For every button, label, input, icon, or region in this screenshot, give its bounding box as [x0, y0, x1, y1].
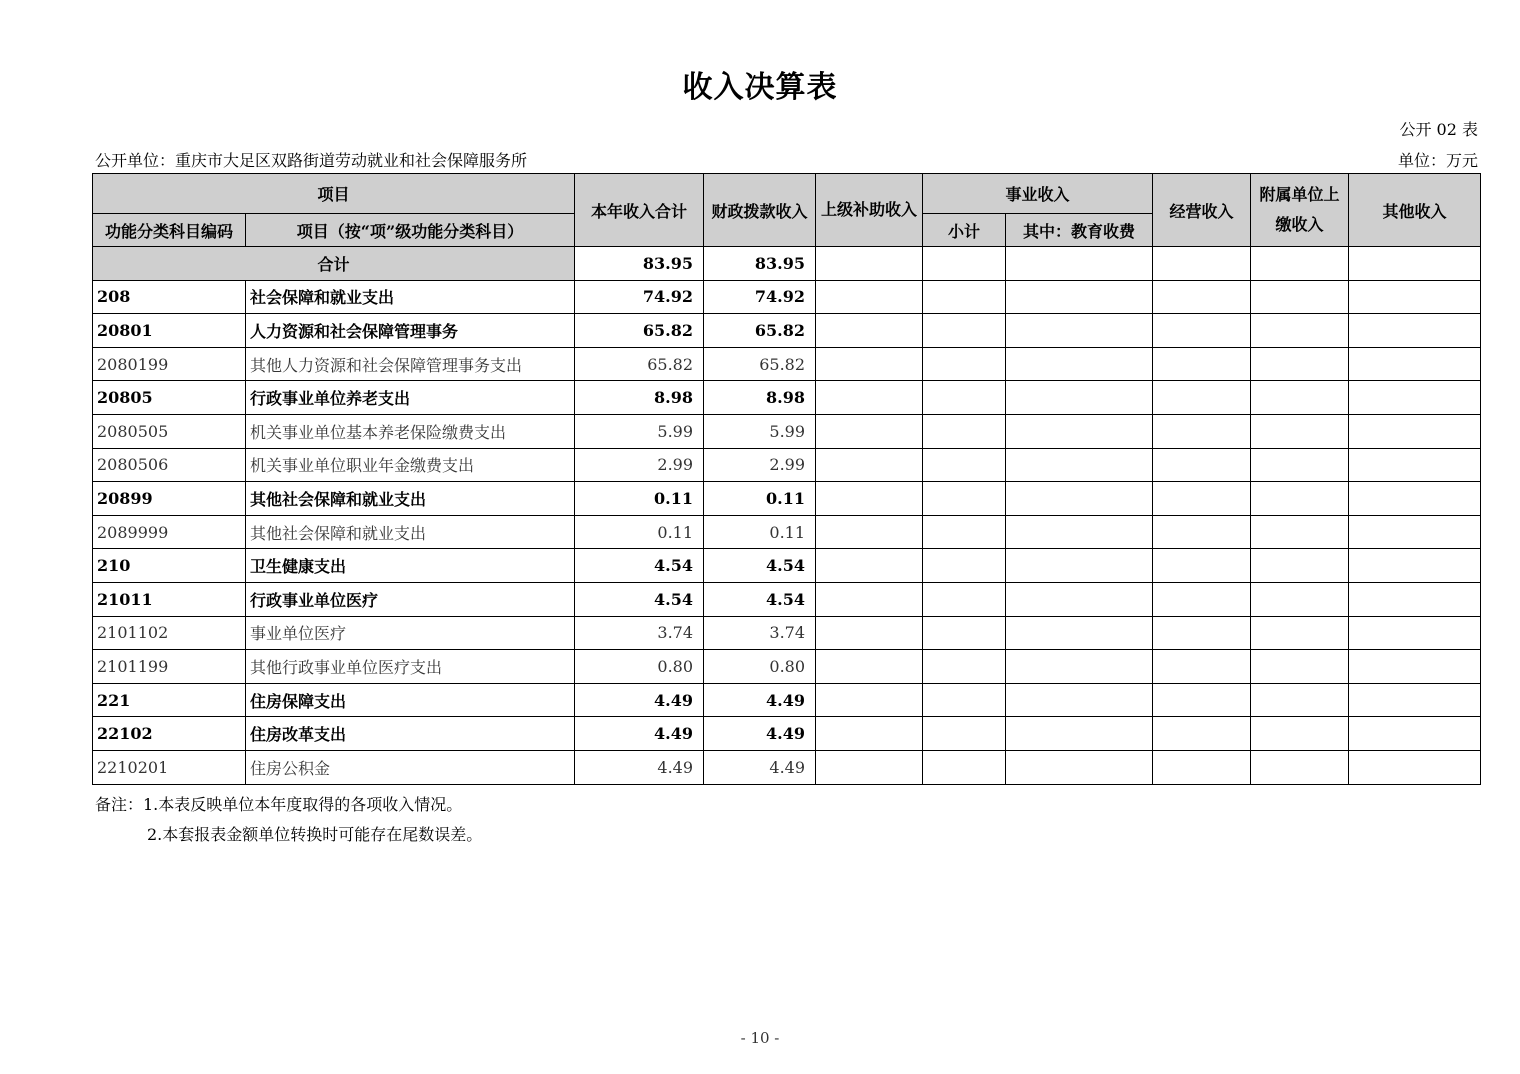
row-total-income: 5.99 — [575, 414, 704, 448]
empty-cell — [1006, 381, 1153, 415]
empty-cell — [816, 650, 923, 684]
table-row — [93, 549, 1481, 583]
empty-cell — [923, 717, 1006, 751]
row-code: 20899 — [93, 482, 246, 516]
header-other: 其他收入 — [1349, 174, 1481, 247]
row-code: 22102 — [93, 717, 246, 751]
row-name: 社会保障和就业支出 — [246, 280, 575, 314]
table-row — [93, 717, 1481, 751]
empty-cell — [1251, 750, 1349, 784]
empty-cell — [1006, 717, 1153, 751]
empty-cell — [1153, 314, 1251, 348]
header-name: 项目（按“项”级功能分类科目） — [246, 214, 575, 247]
row-code: 20801 — [93, 314, 246, 348]
header-code: 功能分类科目编码 — [93, 214, 246, 247]
row-code: 2101102 — [93, 616, 246, 650]
header-operating: 经营收入 — [1153, 174, 1251, 247]
row-code: 2210201 — [93, 750, 246, 784]
row-code: 208 — [93, 280, 246, 314]
empty-cell — [1006, 616, 1153, 650]
row-fiscal: 74.92 — [704, 280, 816, 314]
row-fiscal: 0.11 — [704, 482, 816, 516]
empty-cell — [923, 448, 1006, 482]
empty-cell — [923, 280, 1006, 314]
table-row — [93, 381, 1481, 415]
empty-cell — [1349, 549, 1481, 583]
empty-cell — [1251, 515, 1349, 549]
empty-cell — [816, 616, 923, 650]
reporting-unit: 公开单位：重庆市大足区双路街道劳动就业和社会保障服务所 — [95, 151, 528, 170]
empty-cell — [1349, 448, 1481, 482]
row-name: 机关事业单位基本养老保险缴费支出 — [246, 414, 575, 448]
empty-cell — [816, 582, 923, 616]
empty-cell — [923, 381, 1006, 415]
empty-cell — [1153, 549, 1251, 583]
empty-cell — [1006, 750, 1153, 784]
empty-cell — [816, 549, 923, 583]
row-total-income: 0.11 — [575, 482, 704, 516]
empty-cell — [816, 414, 923, 448]
empty-cell — [923, 616, 1006, 650]
empty-cell — [1349, 650, 1481, 684]
empty-cell — [1006, 515, 1153, 549]
empty-cell — [1349, 717, 1481, 751]
header-career: 事业收入 — [923, 174, 1153, 214]
header-total-income: 本年收入合计 — [575, 174, 704, 247]
header-superior: 上级补助收入 — [816, 174, 923, 247]
empty-cell — [1251, 280, 1349, 314]
table-row — [93, 414, 1481, 448]
empty-cell — [1153, 616, 1251, 650]
empty-cell — [816, 482, 923, 516]
row-total-income: 0.80 — [575, 650, 704, 684]
page-title: 收入决算表 — [682, 70, 838, 105]
empty-cell — [1153, 650, 1251, 684]
empty-cell — [1349, 280, 1481, 314]
empty-cell — [1349, 482, 1481, 516]
empty-cell — [1251, 482, 1349, 516]
row-code: 2080199 — [93, 347, 246, 381]
empty-cell — [1251, 414, 1349, 448]
empty-cell — [816, 314, 923, 348]
row-fiscal: 3.74 — [704, 616, 816, 650]
row-code: 2080505 — [93, 414, 246, 448]
empty-cell — [923, 482, 1006, 516]
empty-cell — [1251, 448, 1349, 482]
empty-cell — [1251, 381, 1349, 415]
row-name: 其他人力资源和社会保障管理事务支出 — [246, 347, 575, 381]
empty-cell — [816, 683, 923, 717]
empty-cell — [1153, 482, 1251, 516]
empty-cell — [1153, 347, 1251, 381]
empty-cell — [1251, 650, 1349, 684]
empty-cell — [1251, 717, 1349, 751]
header-item: 项目 — [93, 174, 575, 214]
table-row — [93, 448, 1481, 482]
total-label: 合计 — [93, 247, 575, 281]
empty-cell — [1349, 347, 1481, 381]
row-total-income: 74.92 — [575, 280, 704, 314]
table-row — [93, 650, 1481, 684]
row-fiscal: 4.49 — [704, 750, 816, 784]
row-code: 210 — [93, 549, 246, 583]
total-income-value: 83.95 — [575, 247, 704, 281]
row-total-income: 4.49 — [575, 717, 704, 751]
total-fiscal-value: 83.95 — [704, 247, 816, 281]
empty-cell — [1006, 482, 1153, 516]
row-total-income: 0.11 — [575, 515, 704, 549]
empty-cell — [1006, 549, 1153, 583]
note-line-1: 备注：1.本表反映单位本年度取得的各项收入情况。 — [95, 795, 463, 814]
empty-cell — [1251, 616, 1349, 650]
empty-cell — [1153, 280, 1251, 314]
empty-cell — [1006, 683, 1153, 717]
empty-cell — [1006, 280, 1153, 314]
row-name: 机关事业单位职业年金缴费支出 — [246, 448, 575, 482]
empty-cell — [1349, 314, 1481, 348]
table-row — [93, 515, 1481, 549]
table-row — [93, 683, 1481, 717]
page-number: - 10 - — [740, 1029, 780, 1047]
empty-cell — [1349, 515, 1481, 549]
empty-cell — [1349, 616, 1481, 650]
note-line-2: 2.本套报表金额单位转换时可能存在尾数误差。 — [147, 825, 483, 844]
row-fiscal: 8.98 — [704, 381, 816, 415]
currency-unit: 单位：万元 — [1397, 151, 1478, 170]
empty-cell — [923, 314, 1006, 348]
empty-cell — [1153, 717, 1251, 751]
row-total-income: 8.98 — [575, 381, 704, 415]
empty-cell — [1153, 448, 1251, 482]
empty-cell — [1153, 381, 1251, 415]
row-total-income: 4.49 — [575, 750, 704, 784]
row-fiscal: 65.82 — [704, 347, 816, 381]
row-name: 住房改革支出 — [246, 717, 575, 751]
empty-cell — [816, 515, 923, 549]
row-code: 221 — [93, 683, 246, 717]
row-name: 住房公积金 — [246, 750, 575, 784]
row-name: 住房保障支出 — [246, 683, 575, 717]
header-career-education: 其中：教育收费 — [1006, 214, 1153, 247]
empty-cell — [1006, 650, 1153, 684]
row-total-income: 4.49 — [575, 683, 704, 717]
row-total-income: 65.82 — [575, 347, 704, 381]
empty-cell — [816, 717, 923, 751]
empty-cell — [816, 280, 923, 314]
empty-cell — [1006, 582, 1153, 616]
empty-cell — [923, 582, 1006, 616]
empty-cell — [1349, 381, 1481, 415]
row-name: 其他行政事业单位医疗支出 — [246, 650, 575, 684]
table-row — [93, 616, 1481, 650]
empty-cell — [923, 549, 1006, 583]
table-row — [93, 750, 1481, 784]
empty-cell — [923, 750, 1006, 784]
header-fiscal: 财政拨款收入 — [704, 174, 816, 247]
empty-cell — [1251, 314, 1349, 348]
empty-cell — [1251, 582, 1349, 616]
income-table — [92, 173, 1481, 785]
row-fiscal: 4.49 — [704, 683, 816, 717]
empty-cell — [923, 683, 1006, 717]
row-name: 事业单位医疗 — [246, 616, 575, 650]
row-name: 卫生健康支出 — [246, 549, 575, 583]
row-fiscal: 65.82 — [704, 314, 816, 348]
row-total-income: 65.82 — [575, 314, 704, 348]
empty-cell — [1153, 750, 1251, 784]
row-name: 其他社会保障和就业支出 — [246, 515, 575, 549]
empty-cell — [1251, 347, 1349, 381]
empty-cell — [1006, 448, 1153, 482]
form-number: 公开 02 表 — [1399, 120, 1478, 139]
empty-cell — [1349, 414, 1481, 448]
empty-cell — [816, 381, 923, 415]
notes — [95, 790, 482, 850]
total-row — [93, 247, 1481, 281]
row-fiscal: 0.80 — [704, 650, 816, 684]
empty-cell — [1153, 515, 1251, 549]
row-total-income: 4.54 — [575, 549, 704, 583]
row-fiscal: 0.11 — [704, 515, 816, 549]
row-code: 2101199 — [93, 650, 246, 684]
table-row — [93, 482, 1481, 516]
empty-cell — [1153, 414, 1251, 448]
row-fiscal: 2.99 — [704, 448, 816, 482]
row-name: 行政事业单位医疗 — [246, 582, 575, 616]
empty-cell — [816, 448, 923, 482]
empty-cell — [1006, 347, 1153, 381]
empty-cell — [816, 750, 923, 784]
row-code: 2089999 — [93, 515, 246, 549]
row-fiscal: 4.54 — [704, 549, 816, 583]
row-fiscal: 5.99 — [704, 414, 816, 448]
empty-cell — [1349, 750, 1481, 784]
table-row — [93, 314, 1481, 348]
table-row — [93, 280, 1481, 314]
row-fiscal: 4.54 — [704, 582, 816, 616]
empty-cell — [923, 347, 1006, 381]
row-code: 2080506 — [93, 448, 246, 482]
header-affiliated: 附属单位上缴收入 — [1251, 174, 1349, 247]
table-row — [93, 347, 1481, 381]
row-name: 行政事业单位养老支出 — [246, 381, 575, 415]
empty-cell — [923, 515, 1006, 549]
empty-cell — [923, 414, 1006, 448]
row-code: 20805 — [93, 381, 246, 415]
header-career-subtotal: 小计 — [923, 214, 1006, 247]
row-total-income: 3.74 — [575, 616, 704, 650]
empty-cell — [1153, 683, 1251, 717]
row-fiscal: 4.49 — [704, 717, 816, 751]
empty-cell — [1251, 549, 1349, 583]
empty-cell — [1006, 314, 1153, 348]
empty-cell — [923, 650, 1006, 684]
empty-cell — [1006, 414, 1153, 448]
empty-cell — [1349, 683, 1481, 717]
row-total-income: 2.99 — [575, 448, 704, 482]
row-name: 其他社会保障和就业支出 — [246, 482, 575, 516]
table-row — [93, 582, 1481, 616]
row-total-income: 4.54 — [575, 582, 704, 616]
row-name: 人力资源和社会保障管理事务 — [246, 314, 575, 348]
empty-cell — [1153, 582, 1251, 616]
empty-cell — [816, 347, 923, 381]
empty-cell — [1251, 683, 1349, 717]
row-code: 21011 — [93, 582, 246, 616]
empty-cell — [1349, 582, 1481, 616]
